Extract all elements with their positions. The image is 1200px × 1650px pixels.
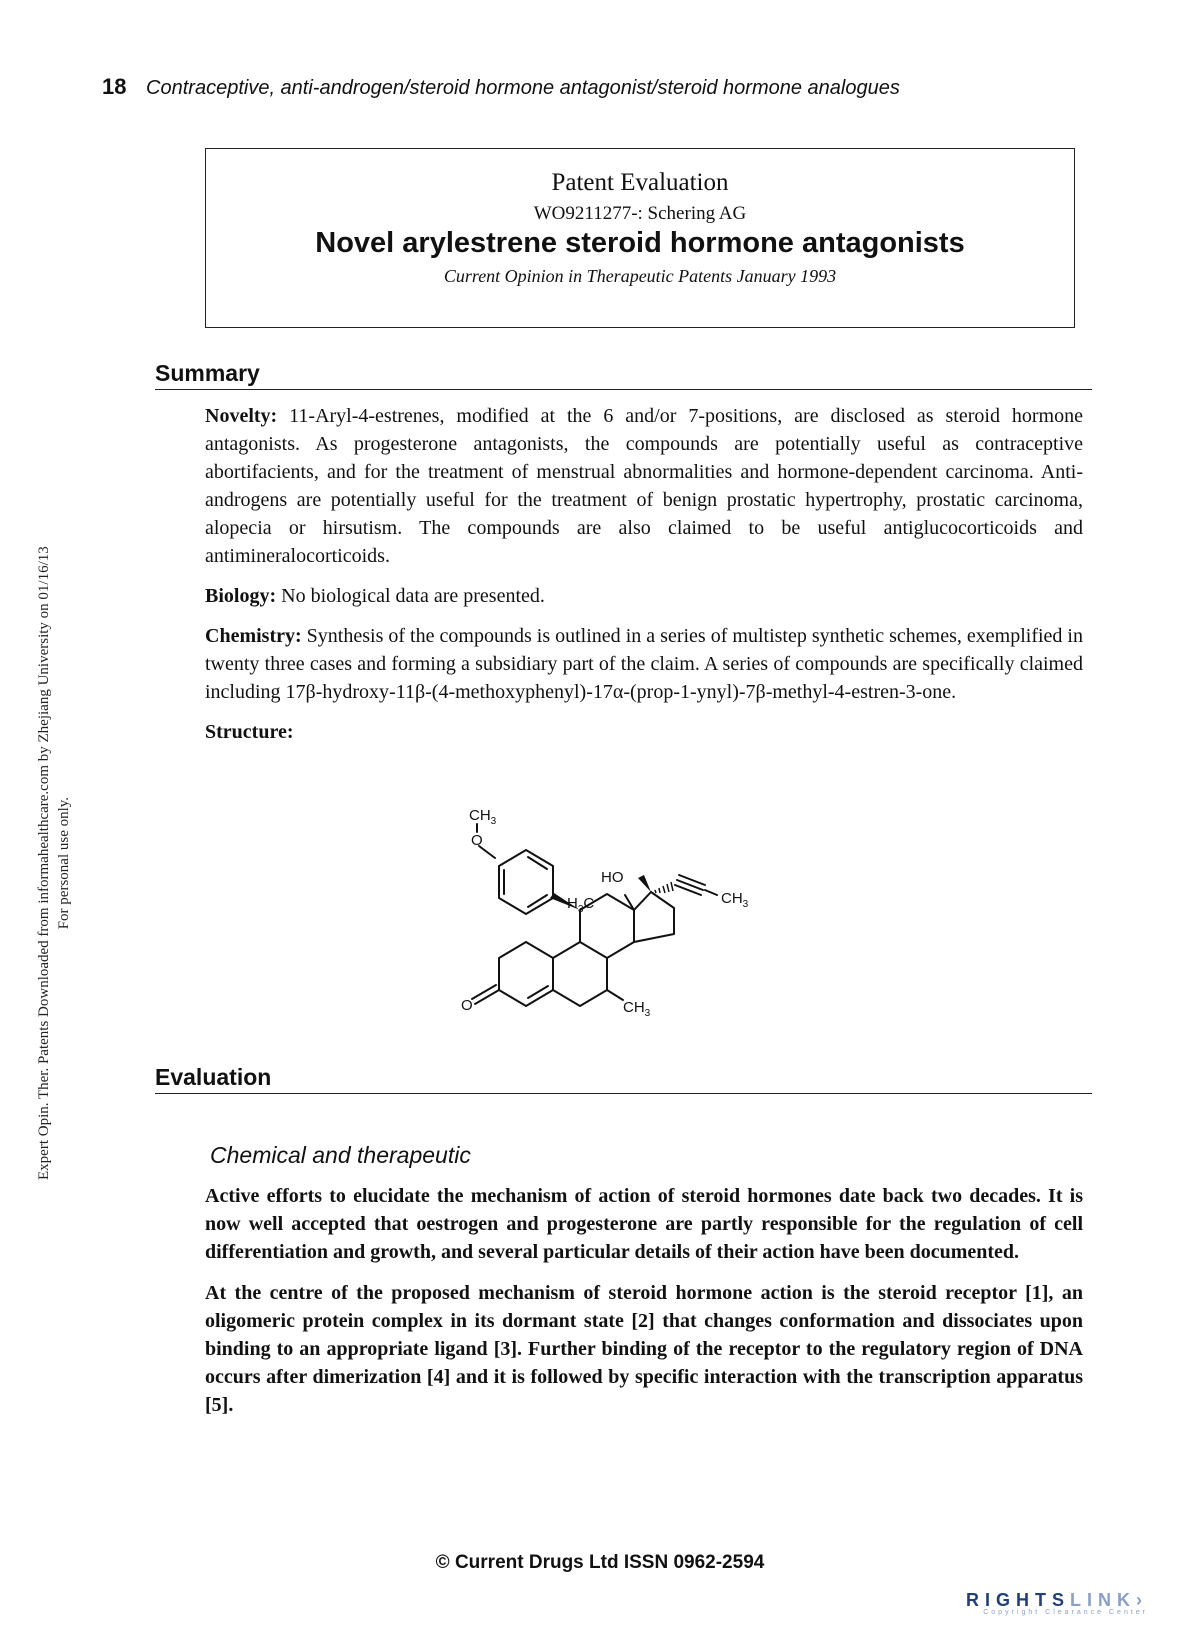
evaluation-paragraph-2: At the centre of the proposed mechanism of steroid hormone action is the steroid receptor [1], an oligomeric protein complex in its dormant state [2] that changes conformation and dissociates upon binding to an appropriate ligand [3]. Further binding of the receptor to the regulatory region of DNA occurs after dimerization [4] and it is followed by specific interaction with the transcription apparatus [5]. [205, 1282, 1083, 1416]
biology-paragraph [205, 582, 1083, 610]
page-number: 18 [102, 74, 127, 99]
label-o-keto: O [461, 997, 473, 1014]
evaluation-paragraph-1: Active efforts to elucidate the mechanism of action of steroid hormones date back two decades. It is now well accepted that oestrogen and progesterone are partly responsible for the regulation of cell differentiation and growth, and several particular details of their action have been documented. [205, 1185, 1083, 1263]
novelty-paragraph [205, 402, 1083, 570]
download-notice-line1: Expert Opin. Ther. Patents Downloaded from informahealthcare.com by Zhejiang University on 01/16/13 [36, 546, 52, 1180]
rightslink-arrow-icon: › [1136, 1590, 1148, 1610]
label-h3c: $H_3C$ [567, 895, 595, 915]
label-ch3-top: $CH_3$ [469, 807, 497, 827]
summary-heading: Summary [155, 360, 1092, 390]
running-head [102, 74, 900, 100]
ring-a-double [528, 986, 548, 998]
alkyne-bond-2 [679, 875, 705, 885]
rightslink-logo [966, 1590, 1148, 1616]
label-ch3-bottom: $CH_3$ [623, 999, 651, 1019]
article-source: Current Opinion in Therapeutic Patents January 1993 [443, 266, 837, 286]
evaluation-heading: Evaluation [155, 1064, 1092, 1094]
ring-d [634, 892, 674, 942]
chemistry-text: Synthesis of the compounds is outlined in a series of multistep synthetic schemes, exemplified in twenty three cases and forming a subsidiary part of the claim. A series of compounds are specifically claimed including 17β-hydroxy-11β-(4-methoxyphenyl)-17α-(prop-1-ynyl)-7β-methyl-4-estren-3-one. [205, 625, 1083, 703]
hashed-bond [655, 882, 673, 893]
chemistry-paragraph [205, 622, 1083, 706]
novelty-text: 11-Aryl-4-estrenes, modified at the 6 and/or 7-positions, are disclosed as steroid hormone antagonists. As progesterone antagonists, the compounds are potentially useful as contraceptive abortifacients, and for the treatment of menstrual abnormalities and hormone-dependent carcinoma. Anti-androgens are potentially useful for the treatment of benign prostatic hypertrophy, prostatic carcinoma, alopecia or hirsutism. The compounds are also claimed to be useful antiglucocorticoids and antimineralocorticoids. [205, 405, 1083, 567]
alkyne-bond-3 [675, 885, 701, 895]
patent-evaluation-box [205, 148, 1075, 328]
benzene-ring [499, 850, 553, 914]
biology-label: Biology: [205, 585, 277, 607]
label-ch3-right: $CH_3$ [721, 890, 749, 910]
running-title: Contraceptive, anti-androgen/steroid hormone antagonist/steroid hormone analogues [146, 77, 900, 99]
biology-text: No biological data are presented. [281, 585, 545, 607]
evaluation-body [205, 1182, 1083, 1432]
rightslink-text-b: LINK [1070, 1590, 1136, 1610]
alkyne-methyl-bond [705, 890, 717, 895]
copyright-footer: © Current Drugs Ltd ISSN 0962-2594 [435, 1552, 765, 1573]
novelty-label: Novelty: [205, 405, 278, 427]
benzene-double-1 [528, 857, 547, 869]
keto-bond-1 [475, 990, 499, 1004]
keto-bond-2 [472, 985, 496, 999]
wedge-hydroxy [638, 875, 651, 892]
benzene-double-3 [528, 895, 547, 907]
label-o-methoxy: O [471, 832, 483, 849]
download-notice [34, 546, 74, 1180]
box-label: Patent Evaluation [551, 169, 729, 196]
label-ho: HO [601, 869, 624, 886]
ring-a [499, 942, 553, 1006]
summary-body [205, 402, 1083, 758]
rightslink-subtext: Copyright Clearance Center [983, 1609, 1148, 1616]
patent-number: WO9211277-: Schering AG [533, 203, 747, 224]
structure-label: Structure: [205, 721, 294, 743]
alkyne-bond-1 [677, 880, 703, 890]
structure-paragraph [205, 718, 1083, 746]
rightslink-text-a: RIGHTS [965, 1590, 1070, 1610]
article-title: Novel arylestrene steroid hormone antagonists [315, 227, 965, 259]
methyl-7-bond [607, 990, 623, 1000]
ring-b [553, 942, 607, 1006]
evaluation-subheading: Chemical and therapeutic [210, 1142, 471, 1168]
chemical-structure [455, 800, 795, 1020]
chemistry-label: Chemistry: [205, 625, 302, 647]
download-notice-line2: For personal use only. [56, 796, 72, 930]
